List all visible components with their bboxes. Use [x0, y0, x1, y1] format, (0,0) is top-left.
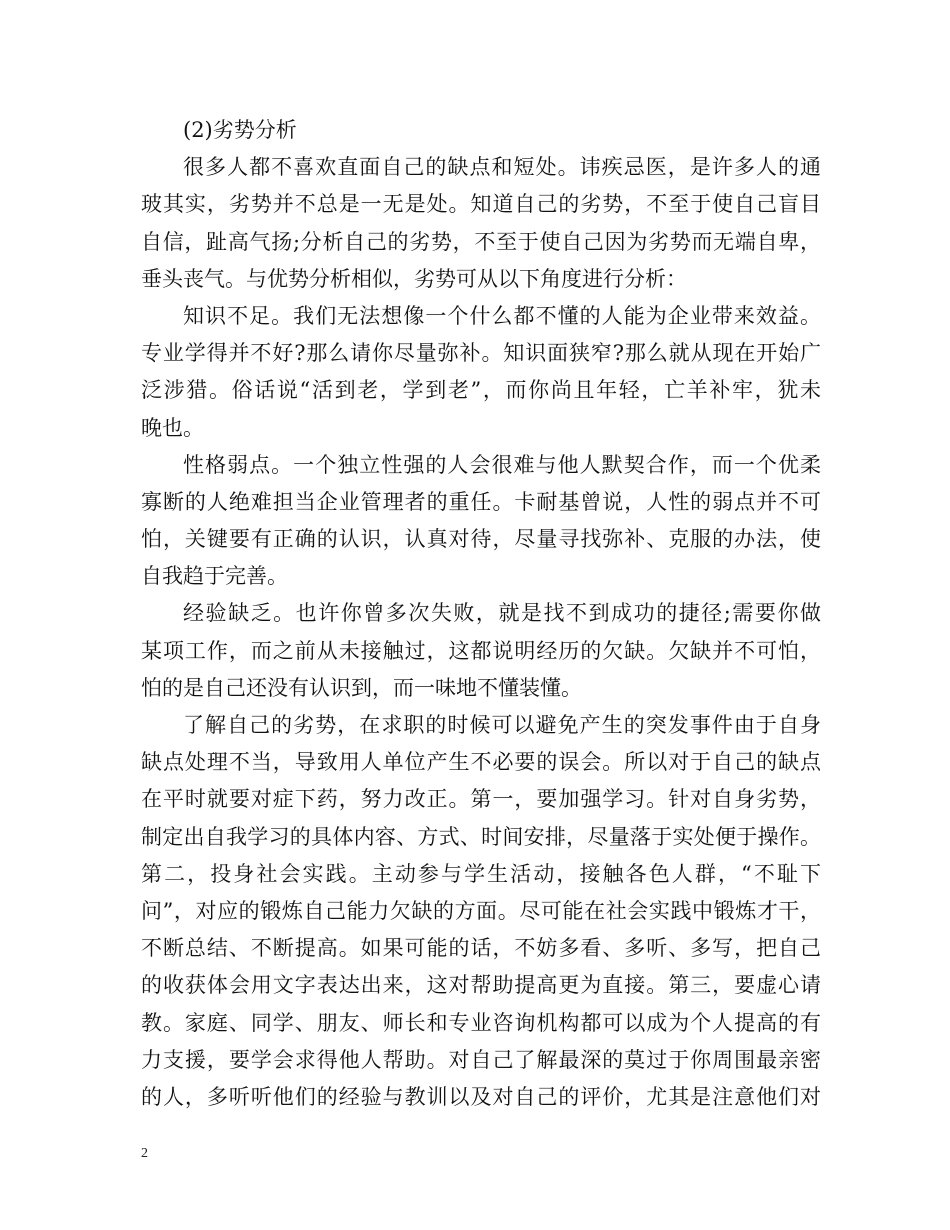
- text-line: 自我趋于完善。: [141, 564, 288, 589]
- text-line: 性格弱点。一个独立性强的人会很难与他人默契合作，而一个优柔: [183, 452, 821, 477]
- text-line: 了解自己的劣势，在求职的时候可以避免产生的突发事件由于自身: [183, 713, 821, 737]
- text-line: 在平时就要对症下药，努力改正。第一，要加强学习。针对自身劣势，: [141, 787, 821, 812]
- text-line: 自信，趾高气扬;分析自己的劣势，不至于使自己因为劣势而无端自卑，: [141, 229, 821, 254]
- text-line: 教。家庭、同学、朋友、师长和专业咨询机构都可以成为个人提高的有: [141, 1010, 821, 1035]
- text-line: 某项工作，而之前从未接触过，这都说明经历的欠缺。欠缺并不可怕，: [141, 638, 821, 663]
- text-line: 的人，多听听他们的经验与教训以及对自己的评价，尤其是注意他们对: [141, 1084, 821, 1109]
- page-number: 2: [141, 1146, 148, 1161]
- text-line: 不断总结、不断提高。如果可能的话，不妨多看、多听、多写，把自己: [141, 936, 821, 961]
- document-body: [141, 112, 821, 1116]
- text-line: 很多人都不喜欢直面自己的缺点和短处。讳疾忌医，是许多人的通: [183, 155, 821, 180]
- text-line: 缺点处理不当，导致用人单位产生不必要的误会。所以对于自己的缺点: [141, 750, 821, 775]
- text-line: 第二，投身社会实践。主动参与学生活动，接触各色人群，“不耻下: [141, 861, 821, 886]
- text-line: 泛涉猎。俗话说“活到老，学到老”，而你尚且年轻，亡羊补牢，犹未: [141, 378, 821, 403]
- text-line: 玻其实，劣势并不总是一无是处。知道自己的劣势，不至于使自己盲目: [141, 192, 821, 217]
- text-line: 怕的是自己还没有认识到，而一味地不懂装懂。: [141, 675, 582, 700]
- text-line: 垂头丧气。与优势分析相似，劣势可从以下角度进行分析：: [141, 266, 687, 291]
- text-line: 寡断的人绝难担当企业管理者的重任。卡耐基曾说，人性的弱点并不可: [141, 489, 821, 514]
- text-line: 经验缺乏。也许你曾多次失败，就是找不到成功的捷径;需要你做: [183, 601, 821, 626]
- text-line: 知识不足。我们无法想像一个什么都不懂的人能为企业带来效益。: [183, 303, 821, 328]
- text-line: 制定出自我学习的具体内容、方式、时间安排，尽量落于实处便于操作。: [141, 824, 821, 849]
- text-line: 专业学得并不好?那么请你尽量弥补。知识面狭窄?那么就从现在开始广: [141, 341, 821, 366]
- text-line: 的收获体会用文字表达出来，这对帮助提高更为直接。第三，要虚心请: [141, 973, 821, 998]
- text-line: 怕，关键要有正确的认识，认真对待，尽量寻找弥补、克服的办法，使: [141, 527, 821, 552]
- text-line: 晚也。: [141, 415, 204, 440]
- section-heading: (2)劣势分析: [183, 118, 297, 142]
- text-line: 力支援，要学会求得他人帮助。对自己了解最深的莫过于你周围最亲密: [141, 1047, 821, 1072]
- text-line: 问”，对应的锻炼自己能力欠缺的方面。尽可能在社会实践中锻炼才干，: [141, 898, 821, 923]
